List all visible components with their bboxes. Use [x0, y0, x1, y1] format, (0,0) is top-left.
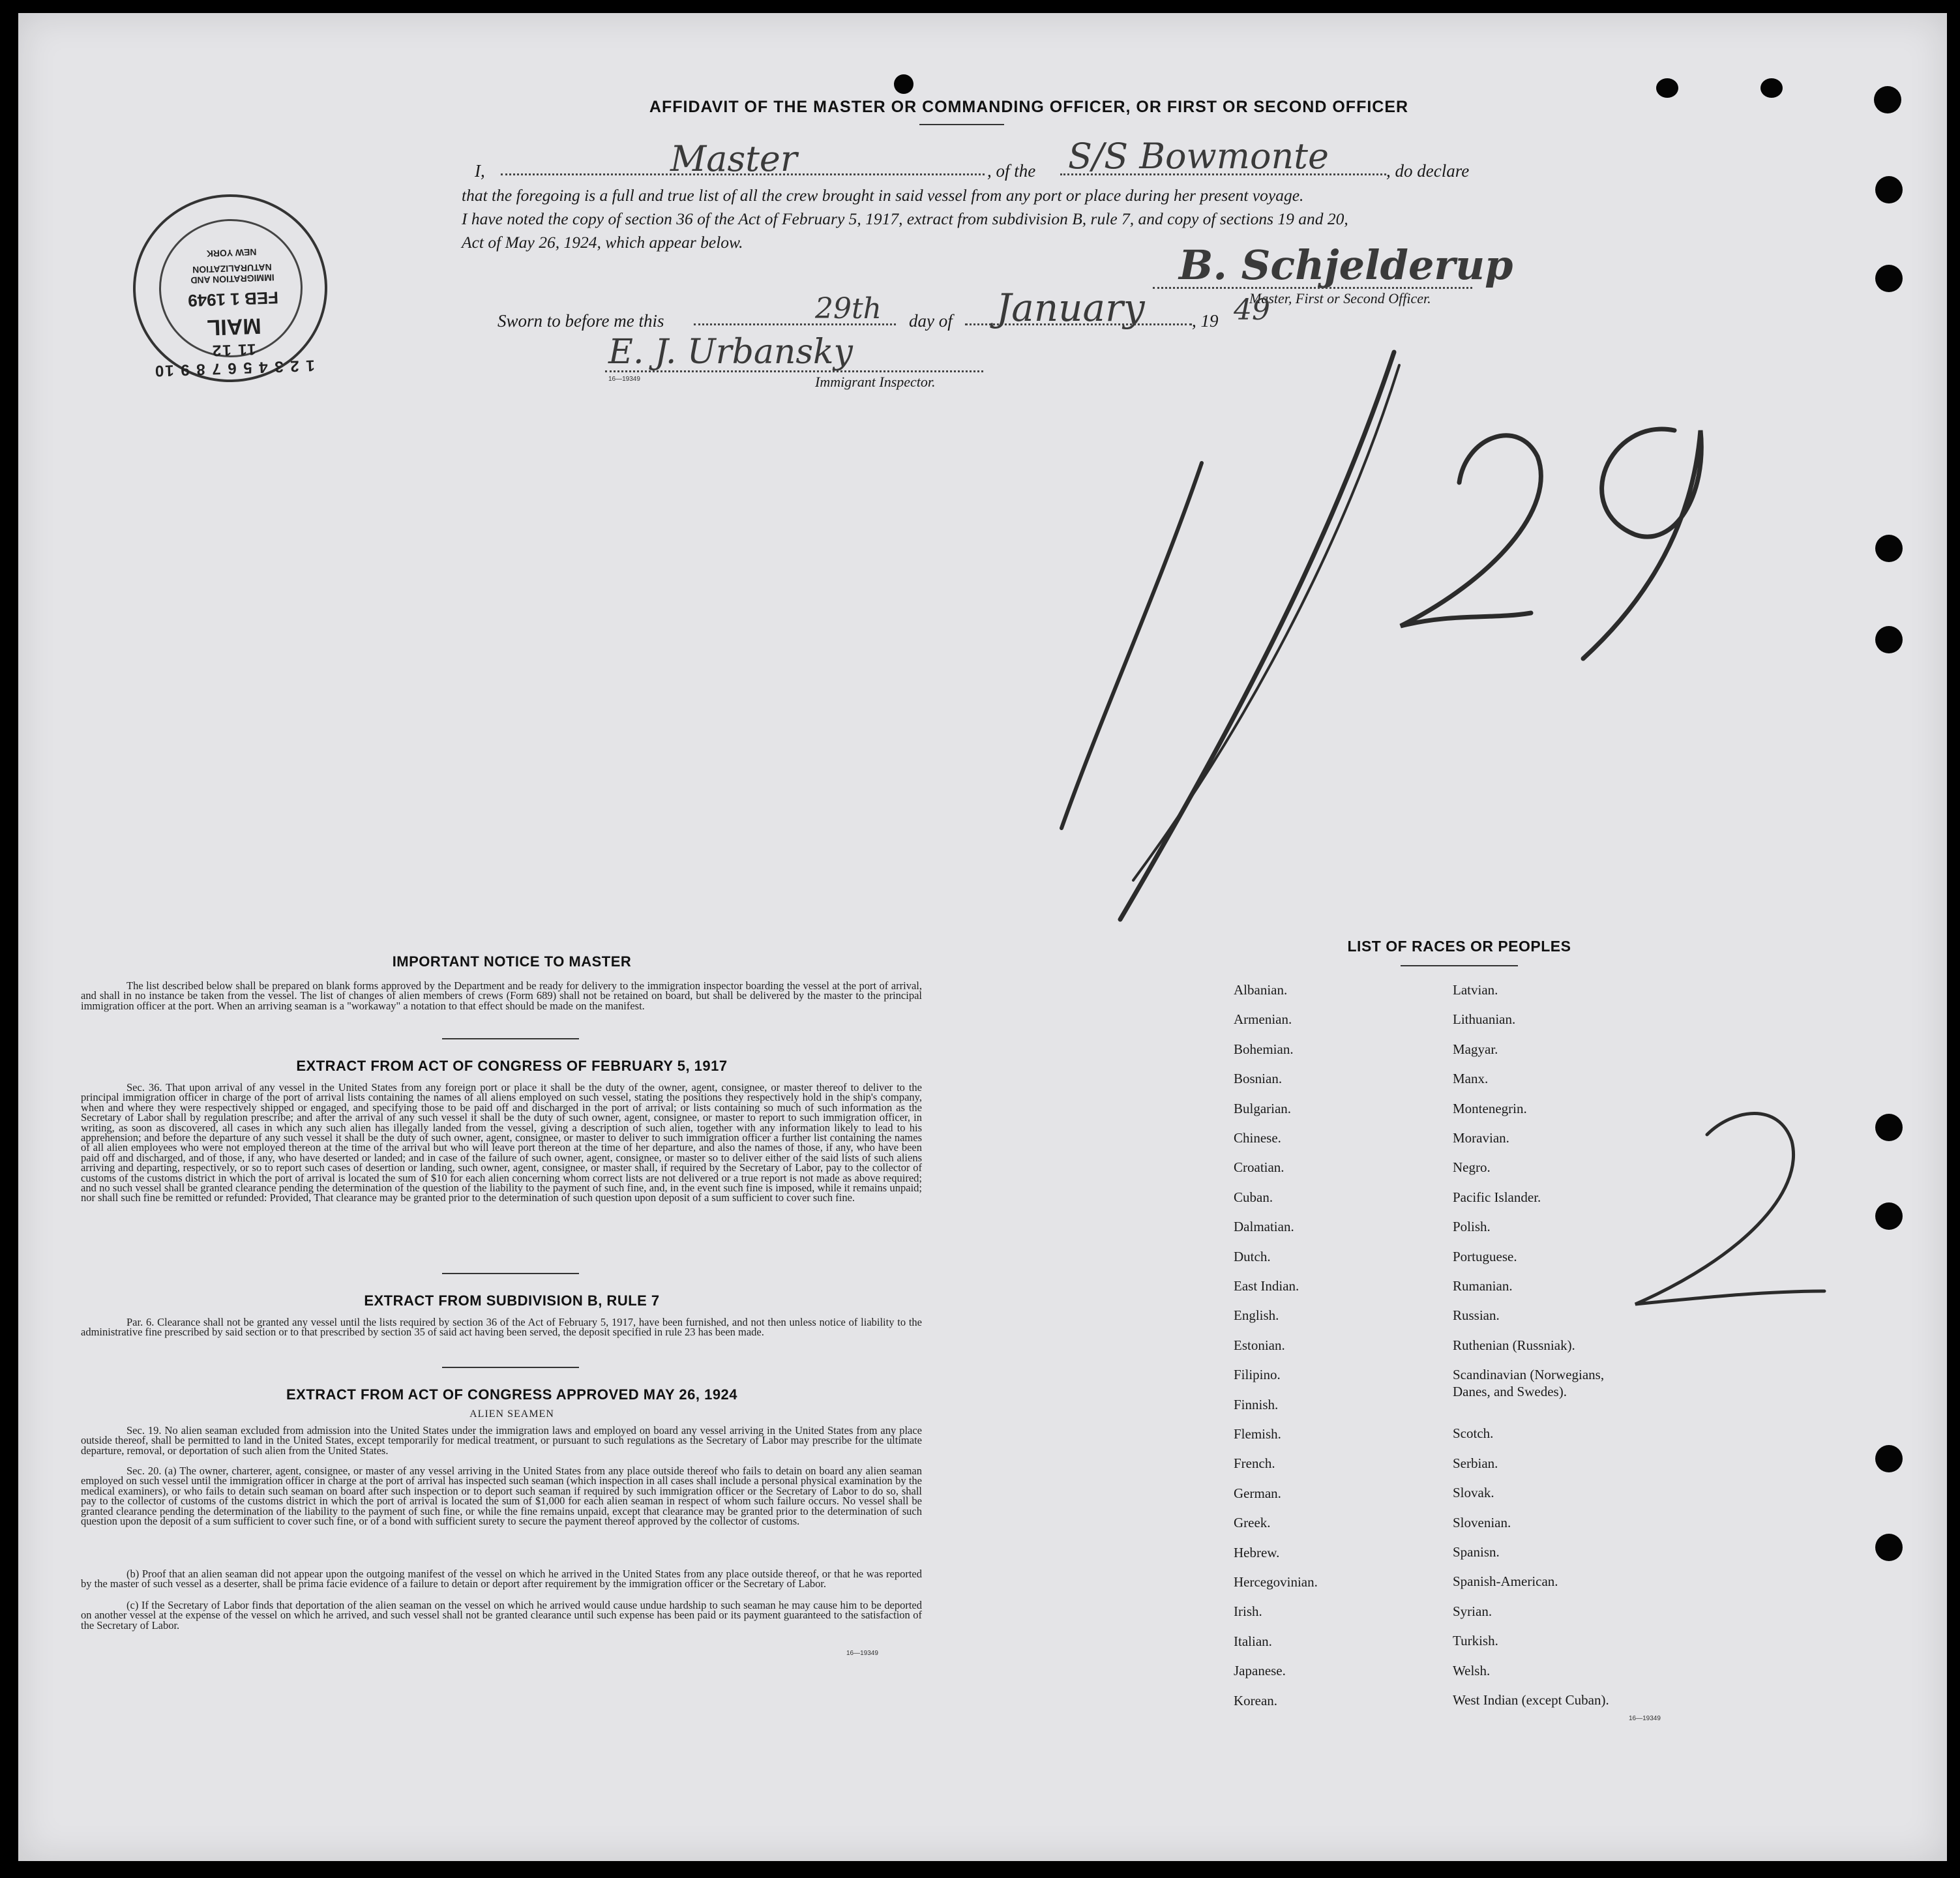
i-label: I, — [475, 161, 485, 181]
race-item: Lithuanian. — [1453, 1011, 1516, 1027]
race-item: Italian. — [1234, 1633, 1272, 1649]
vessel-handwritten: S/S Bowmonte — [1068, 136, 1329, 177]
race-item: Latvian. — [1453, 982, 1498, 998]
race-item: Welsh. — [1453, 1663, 1491, 1678]
race-item: East Indian. — [1234, 1278, 1299, 1294]
races-title: LIST OF RACES OR PEOPLES — [1347, 938, 1571, 955]
affidavit-line-2: that the foregoing is a full and true list of all the crew brought in said vessel from any port or place during her present voyage. — [462, 186, 1304, 205]
race-item: French. — [1234, 1455, 1275, 1471]
race-item: Bohemian. — [1234, 1041, 1294, 1057]
inspector-caption: Immigrant Inspector. — [815, 374, 936, 390]
annotation-slash — [1120, 352, 1394, 919]
extract-1924-sec19: Sec. 19. No alien seaman excluded from admission into the United States under the immigration laws and employed on board any vessel arriving in the United States from any place outside thereof, shall be permitted to land in the United States, except temporarily for medical treatment, or pursuant to such regulations as the Secretary of Labor may prescribe for the ultimate departure, removal, or deportation of such alien from the United States. — [81, 1424, 922, 1457]
race-item: Finnish. — [1234, 1397, 1279, 1412]
race-item: Ruthenian (Russniak). — [1453, 1337, 1575, 1353]
race-item: Estonian. — [1234, 1337, 1285, 1353]
do-declare-label: , do declare — [1386, 161, 1470, 181]
notice-body: The list described below shall be prepared on blank forms approved by the Department and be ready for delivery to the immigration inspector boarding the vessel at the port of arrival, and shall in no instance be taken from the vessel. The list of changes of alien members of crews (Form 689) shall not be retained on board, but shall be delivered by the master to the principal immigration officer at the port. When an arriving seaman is a "workaway" a notation to that effect should be made on the manifest. — [81, 979, 922, 1012]
day-of-label: day of — [909, 311, 953, 331]
race-item: Armenian. — [1234, 1011, 1292, 1027]
race-item: Syrian. — [1453, 1603, 1492, 1619]
stamp-mail: MAIL — [206, 313, 262, 340]
affidavit-line-4: Act of May 26, 1924, which appear below. — [462, 233, 743, 252]
race-item: Bosnian. — [1234, 1071, 1283, 1086]
race-item: Slovenian. — [1453, 1515, 1511, 1530]
stamp-city: NEW YORK — [206, 246, 257, 260]
notice-title: IMPORTANT NOTICE TO MASTER — [392, 953, 632, 970]
extract-form-number: 16—19349 — [846, 1650, 878, 1657]
races-form-number: 16—19349 — [1629, 1715, 1661, 1722]
race-item: Danes, and Swedes). — [1453, 1384, 1567, 1399]
annotation-two — [1401, 436, 1541, 626]
race-item: Spanish-American. — [1453, 1573, 1558, 1589]
extract-1924-title: EXTRACT FROM ACT OF CONGRESS APPROVED MAY 26, 1924 — [286, 1386, 738, 1403]
document-page — [18, 13, 1947, 1861]
race-item: Korean. — [1234, 1693, 1278, 1708]
race-item: Turkish. — [1453, 1633, 1498, 1648]
race-item: Negro. — [1453, 1159, 1491, 1175]
annotation-side-two — [1635, 1114, 1824, 1305]
race-item: Filipino. — [1234, 1367, 1281, 1382]
extract-rule7-title: EXTRACT FROM SUBDIVISION B, RULE 7 — [364, 1292, 660, 1309]
race-item: Montenegrin. — [1453, 1101, 1527, 1116]
race-item: Flemish. — [1234, 1426, 1281, 1442]
extract-1924-sec20b: (b) Proof that an alien seaman did not appear upon the outgoing manifest of the vessel on which he arrived in the United States from any place outside thereof, or that he was reported by the master of such vessel as a deserter, shall be prima facie evidence of a failure to detain or deport after requirement by the immigration officer or the Secretary of Labor. — [81, 1568, 922, 1590]
race-item: Cuban. — [1234, 1189, 1273, 1205]
race-item: Irish. — [1234, 1603, 1262, 1619]
extract-1924-subtitle: ALIEN SEAMEN — [469, 1408, 554, 1420]
day-handwritten: 29th — [815, 292, 882, 325]
annotation-nine — [1583, 429, 1701, 659]
race-item: West Indian (except Cuban). — [1453, 1692, 1609, 1708]
affidavit-title: AFFIDAVIT OF THE MASTER OR COMMANDING OFFICER, OR FIRST OR SECOND OFFICER — [649, 98, 1409, 116]
race-item: Scotch. — [1453, 1425, 1494, 1441]
race-item: Russian. — [1453, 1307, 1500, 1323]
year-handwritten: 49 — [1234, 293, 1270, 327]
race-item: Magyar. — [1453, 1041, 1498, 1057]
separator — [442, 1038, 579, 1039]
race-item: Hercegovinian. — [1234, 1574, 1318, 1590]
race-item: Albanian. — [1234, 982, 1288, 998]
inspector-signature: E. J. Urbansky — [608, 333, 853, 372]
extract-1924-sec20c: (c) If the Secretary of Labor finds that deportation of the alien seaman on the vessel on which he arrived would cause undue hardship to such seaman he may cause him to be deported on another vessel at the expense of the vessel on which he arrived, and such vessel shall not be granted clearance until such expense has been paid or its payment guaranteed to the satisfaction of the Secretary of Labor. — [81, 1599, 922, 1632]
signature-caption: Master, First or Second Officer. — [1249, 290, 1431, 306]
month-handwritten: January — [996, 286, 1145, 330]
affidavit-line-3: I have noted the copy of section 36 of the Act of February 5, 1917, extract from subdivision B, rule 7, and copy of sections 19 and 20, — [462, 209, 1348, 228]
race-item: Pacific Islander. — [1453, 1189, 1541, 1205]
race-item: Slovak. — [1453, 1485, 1494, 1500]
separator — [1401, 965, 1518, 966]
race-item: Rumanian. — [1453, 1278, 1513, 1294]
race-item: Manx. — [1453, 1071, 1489, 1086]
race-item: Dutch. — [1234, 1249, 1271, 1264]
race-item: Polish. — [1453, 1219, 1491, 1234]
race-item: Hebrew. — [1234, 1545, 1280, 1560]
race-item: Japanese. — [1234, 1663, 1286, 1678]
extract-1917-body: Sec. 36. That upon arrival of any vessel in the United States from any foreign port or place it shall be the duty of the owner, agent, consignee, or master thereof to deliver to the principal immigration officer in charge of the port of arrival lists containing the names of all aliens employed on such vessel, stating the positions they respectively hold in the ship's company, when and where they were respectively shipped or engaged, and specifying those to be paid off and discharged in the port of arrival; or lists containing so much of such information as the Secretary of Labor shall by regulation prescribe; and after the arrival of any such vessel it shall be the duty of such owner, agent, consignee, or master to report to such immigration officer, in writing, as soon as discovered, all cases in which any such alien has illegally landed from the vessel, giving a description of such alien, together with any information likely to lead to his apprehension; and before the departure of any such vessel it shall be the duty of such owner, agent, consignee, or master to deliver to such immigration officer a further list containing the names of all alien employees who were not employed thereon at the time of the arrival but who will leave port thereon at the time of her departure, and also the names of those, if any, who have been paid off and discharged, and of those, if any, who have deserted or landed; and in case of the failure of such owner, agent, consignee, or master so to deliver either of the said lists of such aliens arriving and departing, respectively, or so to report such cases of desertion or landing, such owner, agent, consignee, or master shall, if required by the Secretary of Labor, pay to the collector of customs of the customs district in which the port of arrival is located the sum of $10 for each alien concerning whom correct lists are not delivered or a true report is not made as above required; and no such vessel shall be granted clearance pending the determination of the question of the liability to the payment of such fine, and, in the event such fine is imposed, while it remains unpaid; nor shall such fine be remitted or refunded: Provided, That clearance may be granted prior to the determination of such question upon deposit of a sum sufficient to cover such fine. — [81, 1081, 922, 1204]
stamp-ring-digits: 1 2 3 4 5 6 7 8 9 10 11 12 — [153, 340, 316, 380]
separator — [442, 1367, 579, 1368]
extract-1917-title: EXTRACT FROM ACT OF CONGRESS OF FEBRUARY 5, 1917 — [296, 1058, 728, 1074]
annotation-one — [1062, 463, 1202, 828]
annotation-side-number — [18, 13, 19, 14]
race-item: Scandinavian (Norwegians, — [1453, 1367, 1605, 1382]
race-item: Croatian. — [1234, 1159, 1284, 1175]
form-number: 16—19349 — [608, 376, 640, 383]
separator — [442, 1273, 579, 1274]
stamp-office: IMMIGRATION AND NATURALIZATION — [190, 261, 275, 286]
extract-1924-sec20a: Sec. 20. (a) The owner, charterer, agent, consignee, or master of any vessel arriving in the United States from any place outside thereof who fails to detain on board any alien seaman employed on such vessel until the immigration officer in charge at the port of arrival has inspected such seaman (which inspection in all cases shall include a personal physical examination by the medical examiners), or who fails to detain such seaman on board after such inspection or to deport such seaman if required by such immigration officer or the Secretary of Labor to do so, shall pay to the collector of customs of the customs district in which the port of arrival is located the sum of $1,000 for each alien seaman in respect of whom such failure occurs. No vessel shall be granted clearance pending the determination of the liability to the payment of such fine, or while the fine remains unpaid, except that clearance may be granted prior to the determination of such question upon the deposit of a sum sufficient to cover such fine, or of a bond with sufficient surety to secure the payment thereof approved by the collector of customs. — [81, 1465, 922, 1528]
race-item: Portuguese. — [1453, 1249, 1517, 1264]
race-item: English. — [1234, 1307, 1279, 1323]
race-item: Dalmatian. — [1234, 1219, 1294, 1234]
master-signature: B. Schjelderup — [1179, 241, 1513, 289]
race-item: Moravian. — [1453, 1130, 1509, 1146]
race-item: Greek. — [1234, 1515, 1271, 1530]
race-item: Serbian. — [1453, 1455, 1498, 1471]
race-item: Bulgarian. — [1234, 1101, 1292, 1116]
of-the-label: , of the — [987, 161, 1036, 181]
race-item: Spanisn. — [1453, 1544, 1500, 1560]
sworn-label: Sworn to before me this — [497, 311, 664, 331]
extract-rule7-body: Par. 6. Clearance shall not be granted any vessel until the lists required by section 36 of the Act of February 5, 1917, have been furnished, and not then unless notice of liability to the administrative fine prescribed by said section or to that prescribed by section 35 of said act having been served, the deposit specified in rule 23 has been made. — [81, 1316, 922, 1339]
officer-handwritten: Master — [670, 138, 797, 179]
race-item: Chinese. — [1234, 1130, 1281, 1146]
stamp-date: FEB 1 1949 — [187, 288, 279, 311]
year-prefix: , 19 — [1192, 311, 1219, 331]
race-item: German. — [1234, 1485, 1281, 1501]
